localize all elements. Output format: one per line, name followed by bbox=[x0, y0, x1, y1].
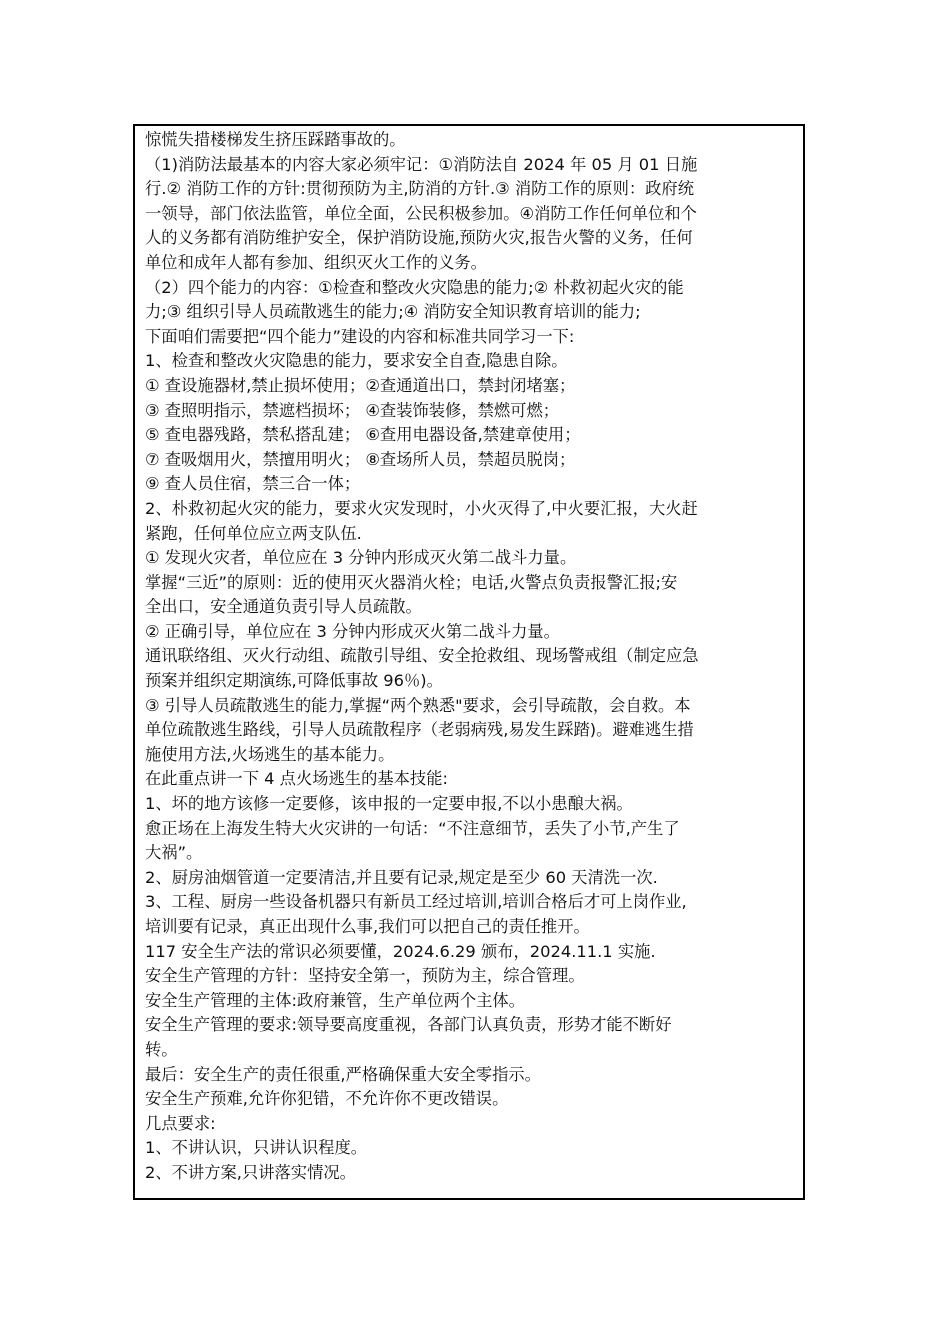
document-frame bbox=[133, 124, 805, 1200]
text-line: 在此重点讲一下 4 点火场逃生的基本技能: bbox=[145, 769, 448, 789]
text-line: 转。 bbox=[145, 1039, 178, 1059]
text-line: 2、厨房油烟管道一定要清洁,并且要有记录,规定是至少 60 天清洗一次. bbox=[145, 867, 658, 887]
text-line: 下面咱们需要把“四个能力”建设的内容和标准共同学习一下: bbox=[145, 326, 575, 346]
text-line: ③ 引导人员疏散逃生的能力,掌握“两个熟悉"要求，会引导疏散，会自救。本 bbox=[145, 695, 691, 715]
text-line: 人的义务都有消防维护安全，保护消防设施,预防火灾,报告火警的义务，任何 bbox=[145, 228, 693, 248]
text-line: 大祸”。 bbox=[145, 843, 203, 863]
text-line: 安全生产管理的主体:政府兼管，生产单位两个主体。 bbox=[145, 990, 525, 1010]
text-line: 1、检查和整改火灾隐患的能力，要求安全自查,隐患自除。 bbox=[145, 351, 568, 371]
text-line: 117 安全生产法的常识必须要懂，2024.6.29 颁布，2024.11.1 实施. bbox=[145, 941, 656, 961]
text-line: 惊慌失措楼梯发生挤压踩踏事故的。 bbox=[145, 130, 406, 149]
text-line: 安全生产预难,允许你犯错，不允许你不更改错误。 bbox=[145, 1089, 509, 1109]
text-line: 1、坏的地方该修一定要修，该申报的一定要申报,不以小患酿大祸。 bbox=[145, 794, 633, 814]
text-line: 2、朴救初起火灾的能力，要求火灾发现时，小火灭得了,中火要汇报，大火赶 bbox=[145, 498, 698, 518]
text-line: ① 查设施器材,禁止损坏使用；②查通道出口，禁封闭堵塞； bbox=[145, 375, 576, 395]
text-line: 几点要求: bbox=[145, 1113, 216, 1133]
text-line: 掌握“三近”的原则：近的使用灭火器消火栓；电话,火警点负责报警汇报;安 bbox=[145, 572, 678, 592]
text-line: ⑤ 查电器残路，禁私搭乱建； ⑥查用电器设备,禁建章使用； bbox=[145, 425, 581, 445]
text-line: 力;③ 组织引导人员疏散逃生的能力;④ 消防安全知识教育培训的能力; bbox=[145, 302, 641, 322]
text-line: ② 正确引导，单位应在 3 分钟内形成灭火第二战斗力量。 bbox=[145, 621, 560, 641]
text-line: 愈正场在上海发生特大火灾讲的一句话：“不注意细节，丢失了小节,产生了 bbox=[145, 818, 680, 838]
text-line: 1、不讲认识，只讲认识程度。 bbox=[145, 1138, 368, 1158]
text-line: 全出口，安全通道负责引导人员疏散。 bbox=[145, 597, 422, 617]
text-line: ① 发现火灾者，单位应在 3 分钟内形成灭火第二战斗力量。 bbox=[145, 548, 577, 568]
text-line: （2）四个能力的内容：①检查和整改火灾隐患的能力;② 朴救初起火灾的能 bbox=[145, 277, 684, 297]
text-line: ⑦ 查吸烟用火，禁擅用明火； ⑧查场所人员，禁超员脱岗； bbox=[145, 449, 576, 469]
text-line: 培训要有记录，真正出现什么事,我们可以把自己的责任推开。 bbox=[145, 917, 590, 936]
text-line: 最后：安全生产的责任很重,严格确保重大安全零指示。 bbox=[145, 1064, 541, 1084]
text-line: （1)消防法最基本的内容大家必须牢记：①消防法自 2024 年 05 月 01 日施 bbox=[145, 154, 698, 174]
text-line: 单位和成年人都有参加、组织灭火工作的义务。 bbox=[145, 252, 487, 272]
text-line: 行.② 消防工作的方针:贯彻预防为主,防消的方针.③ 消防工作的原则：政府统 bbox=[145, 179, 694, 199]
text-line: 一领导，部门依法监管，单位全面，公民积极参加。④消防工作任何单位和个 bbox=[145, 203, 697, 223]
text-line: ③ 查照明指示，禁遮档损坏； ④查装饰装修，禁燃可燃； bbox=[145, 400, 560, 420]
text-line: 施使用方法,火场逃生的基本能力。 bbox=[145, 744, 395, 764]
text-line: 3、工程、厨房一些设备机器只有新员工经过培训,培训合格后才可上岗作业, bbox=[145, 892, 687, 912]
text-line: 通讯联络组、灭火行动组、疏散引导组、安全抢救组、现场警戒组（制定应急 bbox=[145, 646, 699, 666]
text-line: 安全生产管理的方针：坚持安全第一，预防为主，综合管理。 bbox=[145, 966, 585, 986]
text-line: 安全生产管理的要求:领导要高度重视，各部门认真负责，形势才能不断好 bbox=[145, 1015, 672, 1035]
text-line: 紧跑，任何单位应立两支队伍. bbox=[145, 523, 362, 543]
text-line: 预案并组织定期演练,可降低事故 96％)。 bbox=[145, 671, 443, 691]
text-line: 2、不讲方案,只讲落实情况。 bbox=[145, 1162, 356, 1182]
text-line: 单位疏散逃生路线，引导人员疏散程序（老弱病残,易发生踩踏)。避难逃生措 bbox=[145, 720, 694, 740]
text-line: ⑨ 查人员住宿，禁三合一体； bbox=[145, 474, 361, 494]
